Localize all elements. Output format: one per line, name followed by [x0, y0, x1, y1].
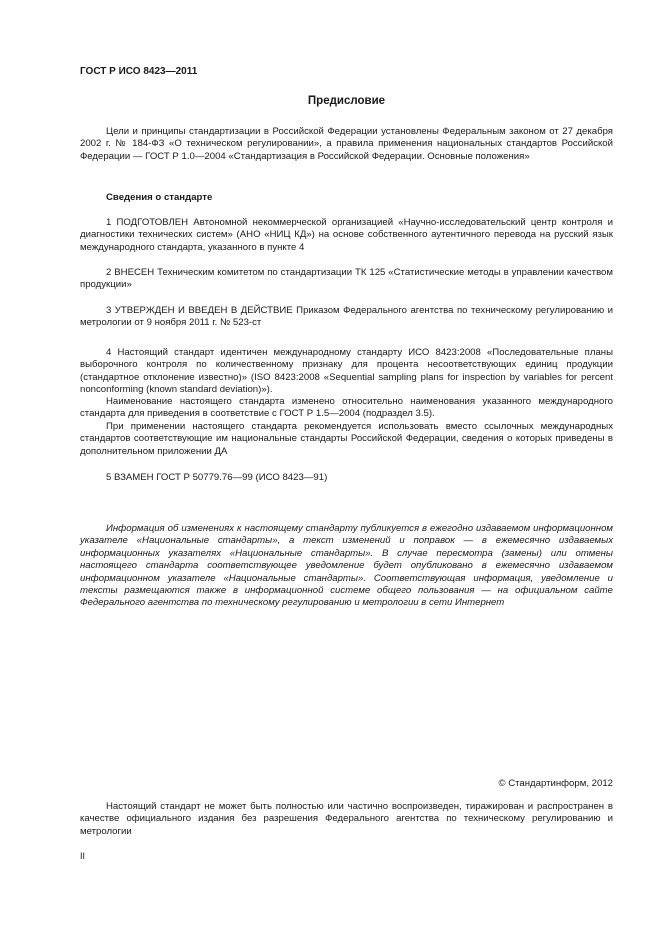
item-4-note-name: Наименование настоящего стандарта изменено относительно наименования указанного международного стандарта для приведения в соответствие с ГОСТ Р 1.5—2004 (подраздел 3.5).	[80, 396, 613, 420]
item-2-paragraph: 2 ВНЕСЕН Техническим комитетом по стандартизации ТК 125 «Статистические методы в управлении качеством продукции»	[80, 267, 613, 291]
item-4-note-references: При применении настоящего стандарта рекомендуется использовать вместо ссылочных международных стандартов соответствующие им национальные стандарты Российской Федерации, сведения о которых приведены в дополнительном приложении ДА	[80, 421, 613, 457]
intro-paragraph: Цели и принципы стандартизации в Российской Федерации установлены Федеральным законом от 27 декабря 2002 г. № 184-ФЗ «О техническом регулировании», а правила применения национальных стандартов Российской Федерации — ГОСТ Р 1.0—2004 «Стандартизация в Российской Федерации. Основные положения»	[80, 126, 613, 162]
item-5-paragraph: 5 ВЗАМЕН ГОСТ Р 50779.76—99 (ИСО 8423—91)	[106, 472, 328, 483]
item-3-paragraph: 3 УТВЕРЖДЕН И ВВЕДЕН В ДЕЙСТВИЕ Приказом Федерального агентства по техническому регулированию и метрологии от 9 ноября 2011 г. № 523-ст	[80, 305, 613, 329]
item-4-paragraph: 4 Настоящий стандарт идентичен международному стандарту ИСО 8423:2008 «Последовательные планы выборочного контроля по количественному признаку для процента несоответствующих единиц продукции (стандартное отклонение известно)» (ISO 8423:2008 «Sequential sampling plans for inspection by variables for percent nonconforming (known standard deviation)»).	[80, 347, 613, 396]
reproduction-notice: Настоящий стандарт не может быть полностью или частично воспроизведен, тиражирован и распространен в качестве официального издания без разрешения Федерального агентства по техническому регулированию и метрологии	[80, 801, 613, 837]
copyright-line: © Стандартинформ, 2012	[498, 778, 613, 789]
document-header: ГОСТ Р ИСО 8423—2011	[80, 66, 198, 77]
item-1-paragraph: 1 ПОДГОТОВЛЕН Автономной некоммерческой организацией «Научно-исследовательский центр контроля и диагностики технических систем» (АНО «НИЦ КД») на основе собственного аутентичного перевода на русский язык международного стандарта, указанного в пункте 4	[80, 217, 613, 253]
section-subtitle: Сведения о стандарте	[106, 192, 213, 203]
page-number: II	[80, 851, 86, 861]
changes-info-note: Информация об изменениях к настоящему стандарту публикуется в ежегодно издаваемом информационном указателе «Национальные стандарты», а текст изменений и поправок — в ежемесячно издаваемых информационных указателях «Национальные стандарты». В случае пересмотра (замены) или отмены настоящего стандарта соответствующее уведомление будет опубликовано в ежемесячно издаваемом информационном указателе «Национальные стандарты». Соответствующая информация, уведомление и тексты размещаются также в информационной системе общего пользования — на официальном сайте Федерального агентства по техническому регулированию и метрологии в сети Интернет	[80, 523, 613, 609]
page-title: Предисловие	[307, 95, 386, 107]
